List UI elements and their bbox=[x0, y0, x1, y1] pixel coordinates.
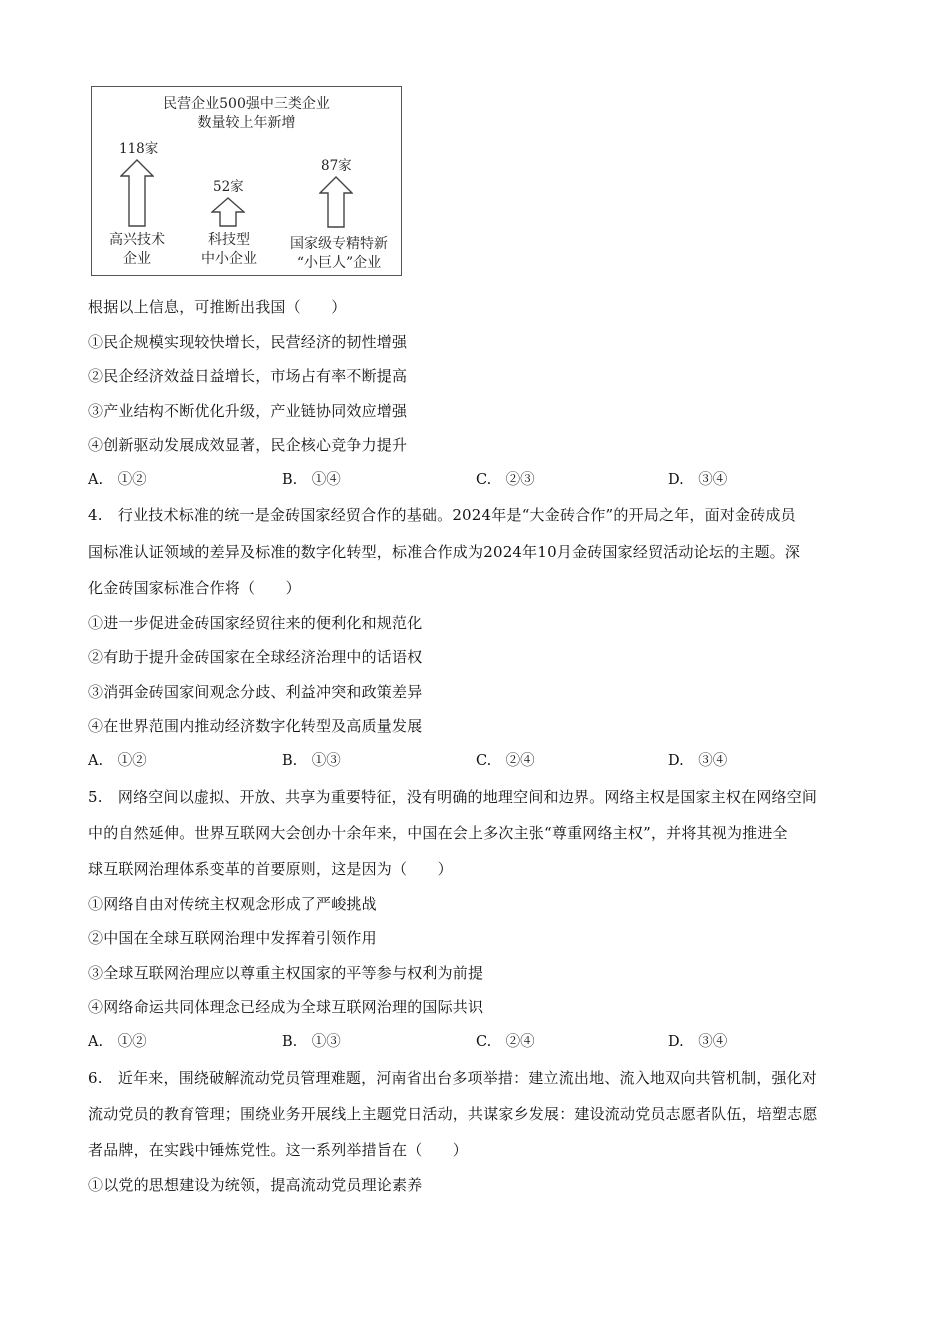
q4-option-a[interactable]: A. ①② bbox=[88, 753, 147, 769]
q4-stem-line2: 国标准认证领域的差异及标准的数字化转型，标准合作成为2024年10月金砖国家经贸活动论坛的主题。深 bbox=[88, 543, 801, 561]
arrow-up-icon bbox=[120, 159, 154, 227]
q5-option-a[interactable]: A. ①② bbox=[88, 1034, 147, 1050]
q3-option-c[interactable]: C. ②③ bbox=[476, 472, 535, 488]
q4-stem-line3: 化金砖国家标准合作将（ ） bbox=[88, 579, 301, 597]
q5-option-d[interactable]: D. ③④ bbox=[668, 1034, 728, 1050]
label-little-giant: 国家级专精特新 “小巨人”企业 bbox=[290, 236, 388, 271]
q3-option-d[interactable]: D. ③④ bbox=[668, 472, 728, 488]
value-little-giant: 87家 bbox=[321, 158, 352, 174]
q4-option-d[interactable]: D. ③④ bbox=[668, 753, 728, 769]
q3-statement-1: ①民企规模实现较快增长，民营经济的韧性增强 bbox=[88, 333, 408, 351]
q3-statement-2: ②民企经济效益日益增长，市场占有率不断提高 bbox=[88, 367, 408, 385]
label-high-tech: 高兴技术 企业 bbox=[109, 232, 165, 267]
q6-stem-line1: 6. 近年来，围绕破解流动党员管理难题，河南省出台多项举措：建立流出地、流入地双向共管机制，强化对 bbox=[88, 1069, 818, 1087]
q5-statement-1: ①网络自由对传统主权观念形成了严峻挑战 bbox=[88, 895, 377, 913]
q5-stem-line3: 球互联网治理体系变革的首要原则，这是因为（ ） bbox=[88, 860, 453, 878]
value-high-tech: 118家 bbox=[119, 141, 159, 157]
q5-option-b[interactable]: B. ①③ bbox=[282, 1034, 341, 1050]
q5-statement-4: ④网络命运共同体理念已经成为全球互联网治理的国际共识 bbox=[88, 998, 484, 1016]
q3-statement-3: ③产业结构不断优化升级，产业链协同效应增强 bbox=[88, 402, 408, 420]
q6-statement-1: ①以党的思想建设为统领，提高流动党员理论素养 bbox=[88, 1176, 423, 1194]
q5-statement-3: ③全球互联网治理应以尊重主权国家的平等参与权利为前提 bbox=[88, 964, 484, 982]
figure-title-line2: 数量较上年新增 bbox=[197, 115, 296, 131]
q5-option-c[interactable]: C. ②④ bbox=[476, 1034, 535, 1050]
q4-statement-3: ③消弭金砖国家间观念分歧、利益冲突和政策差异 bbox=[88, 683, 423, 701]
arrow-up-icon bbox=[319, 176, 353, 228]
q4-stem-line1: 4. 行业技术标准的统一是金砖国家经贸合作的基础。2024年是“大金砖合作”的开局之年，面对金砖成员 bbox=[88, 506, 796, 524]
q4-statement-4: ④在世界范围内推动经济数字化转型及高质量发展 bbox=[88, 717, 423, 735]
q3-option-b[interactable]: B. ①④ bbox=[282, 472, 341, 488]
q6-stem-line3: 者品牌，在实践中锤炼党性。这一系列举措旨在（ ） bbox=[88, 1141, 469, 1159]
label-tech-sme: 科技型 中小企业 bbox=[201, 232, 257, 267]
q3-stem: 根据以上信息，可推断出我国（ ） bbox=[88, 298, 347, 316]
arrow-up-icon bbox=[211, 197, 245, 227]
q5-stem-line1: 5. 网络空间以虚拟、开放、共享为重要特征，没有明确的地理空间和边界。网络主权是国家主权在网络空间 bbox=[88, 788, 818, 806]
q5-statement-2: ②中国在全球互联网治理中发挥着引领作用 bbox=[88, 929, 377, 947]
q5-stem-line2: 中的自然延伸。世界互联网大会创办十余年来，中国在会上多次主张“尊重网络主权”，并将其视为推进全 bbox=[88, 824, 788, 842]
q3-statement-4: ④创新驱动发展成效显著，民企核心竞争力提升 bbox=[88, 436, 408, 454]
q6-stem-line2: 流动党员的教育管理；围绕业务开展线上主题党日活动，共谋家乡发展：建设流动党员志愿者队伍，培塑志愿 bbox=[88, 1105, 818, 1123]
q4-option-c[interactable]: C. ②④ bbox=[476, 753, 535, 769]
value-tech-sme: 52家 bbox=[213, 179, 244, 195]
figure-title-line1: 民营企业500强中三类企业 bbox=[163, 96, 330, 112]
q3-option-a[interactable]: A. ①② bbox=[88, 472, 147, 488]
q4-statement-2: ②有助于提升金砖国家在全球经济治理中的话语权 bbox=[88, 648, 423, 666]
q4-statement-1: ①进一步促进金砖国家经贸往来的便利化和规范化 bbox=[88, 614, 423, 632]
enterprise-growth-figure bbox=[91, 86, 402, 276]
q4-option-b[interactable]: B. ①③ bbox=[282, 753, 341, 769]
